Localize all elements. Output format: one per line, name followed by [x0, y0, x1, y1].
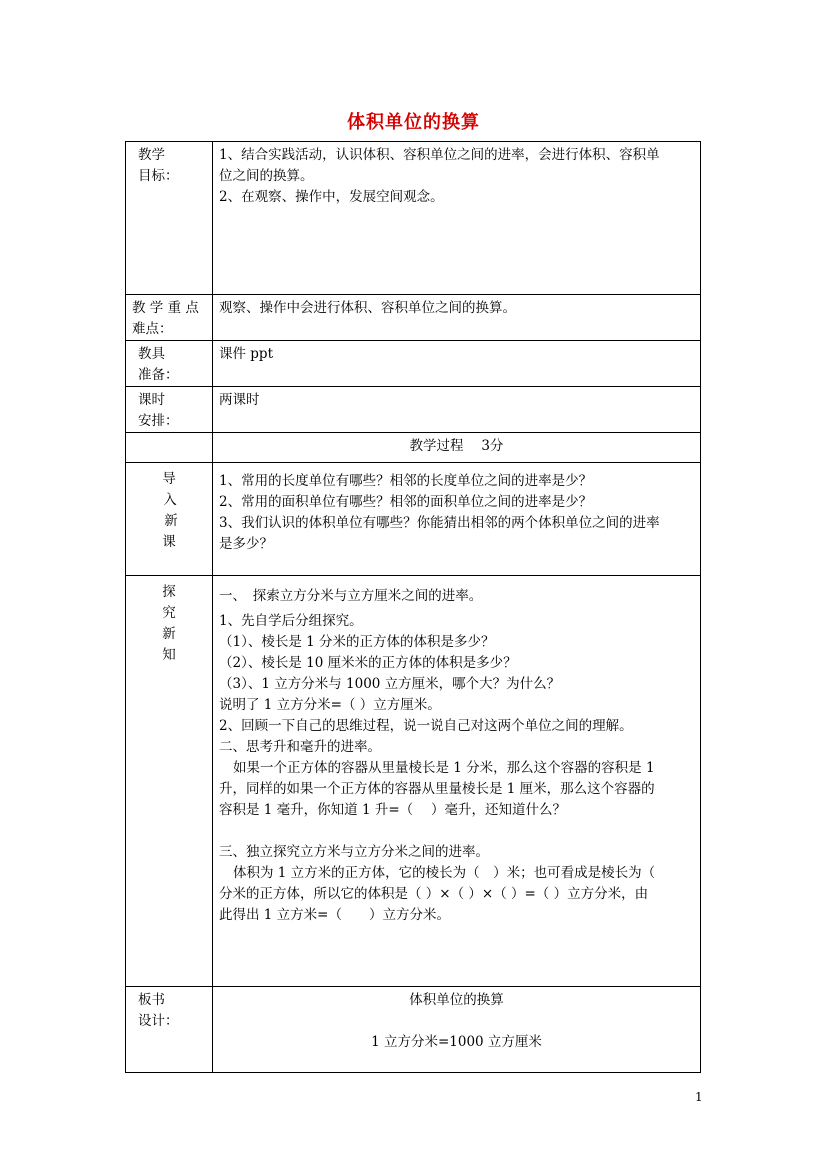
- label-schedule: 课时 安排：: [126, 387, 213, 433]
- section-title: 一、 探索立方分米与立方厘米之间的进率。: [219, 588, 483, 604]
- label-key-points: 教 学 重 点 难点：: [126, 295, 213, 341]
- row-key-points: [126, 295, 701, 341]
- explore-line: 此得出 1 立方米=（ ）立方分米。: [219, 907, 450, 923]
- intro-question: 3、我们认识的体积单位有哪些？你能猜出相邻的两个体积单位之间的进率: [219, 515, 660, 531]
- content-key-points: 观察、操作中会进行体积、容积单位之间的换算。: [213, 295, 701, 341]
- label-empty: [126, 433, 213, 463]
- content-schedule: 两课时: [213, 387, 701, 433]
- row-board: [126, 987, 701, 1073]
- intro-question: 是多少？: [219, 536, 273, 552]
- label-intro: 导 入 新 课: [126, 463, 213, 576]
- label-explore: 探 究 新 知: [126, 576, 213, 987]
- row-intro: [126, 463, 701, 576]
- row-materials: [126, 341, 701, 387]
- section-title: 三、独立探究立方米与立方分米之间的进率。: [219, 844, 489, 860]
- explore-line: 1、先自学后分组探究。: [219, 613, 363, 629]
- explore-line: 分米的正方体，所以它的体积是（ ）×（ ）×（ ）=（ ）立方分米，由: [219, 886, 649, 902]
- row-explore: [126, 576, 701, 987]
- explore-line: （1）、棱长是 1 分米的正方体的体积是多少？: [219, 634, 495, 650]
- spacer: [219, 1011, 694, 1032]
- intro-question: 1、常用的长度单位有哪些？相邻的长度单位之间的进率是少？: [219, 473, 593, 489]
- explore-line: （2）、棱长是 10 厘米米的正方体的体积是多少？: [219, 655, 517, 671]
- objective-line: 2、在观察、操作中，发展空间观念。: [219, 189, 444, 205]
- objective-line: 位之间的换算。: [219, 168, 314, 184]
- explore-line: （3）、1 立方分米与 1000 立方厘米，哪个大？为什么？: [219, 676, 561, 692]
- explore-line: 升，同样的如果一个正方体的容器从里量棱长是 1 厘米，那么这个容器的: [219, 781, 655, 797]
- explore-line: 体积为 1 立方米的正方体，它的棱长为（ ）米；也可看成是棱长为（: [233, 865, 656, 881]
- lesson-plan-table: [125, 141, 701, 1073]
- page-number: 1: [695, 1090, 703, 1104]
- board-heading: 体积单位的换算: [409, 992, 504, 1008]
- page-title: 体积单位的换算: [347, 112, 480, 133]
- board-formula: 1 立方分米=1000 立方厘米: [371, 1034, 542, 1050]
- row-schedule: [126, 387, 701, 433]
- label-materials: 教具 准备：: [126, 341, 213, 387]
- content-board: [213, 987, 701, 1073]
- label-board: 板书 设计：: [126, 987, 213, 1073]
- section-title: 二、思考升和毫升的进率。: [219, 739, 381, 755]
- label-objectives: 教学 目标：: [126, 142, 213, 295]
- spacer: [219, 821, 694, 842]
- objective-line: 1、结合实践活动，认识体积、容积单位之间的进率，会进行体积、容积单: [219, 147, 660, 163]
- intro-question: 2、常用的面积单位有哪些？相邻的面积单位之间的进率是少？: [219, 494, 593, 510]
- explore-line: 如果一个正方体的容器从里量棱长是 1 分米，那么这个容器的容积是 1: [233, 760, 655, 776]
- row-objectives: [126, 142, 701, 295]
- content-objectives: [213, 142, 701, 295]
- content-intro: [213, 463, 701, 576]
- content-explore: [213, 576, 701, 987]
- process-header: 教学过程 3分: [213, 433, 701, 463]
- explore-line: 容积是 1 毫升，你知道 1 升=（ ）毫升，还知道什么？: [219, 802, 566, 818]
- explore-line: 2、回顾一下自己的思维过程，说一说自己对这两个单位之间的理解。: [219, 718, 633, 734]
- content-materials: 课件 ppt: [213, 341, 701, 387]
- row-process-header: [126, 433, 701, 463]
- explore-line: 说明了 1 立方分米=（ ）立方厘米。: [219, 697, 441, 713]
